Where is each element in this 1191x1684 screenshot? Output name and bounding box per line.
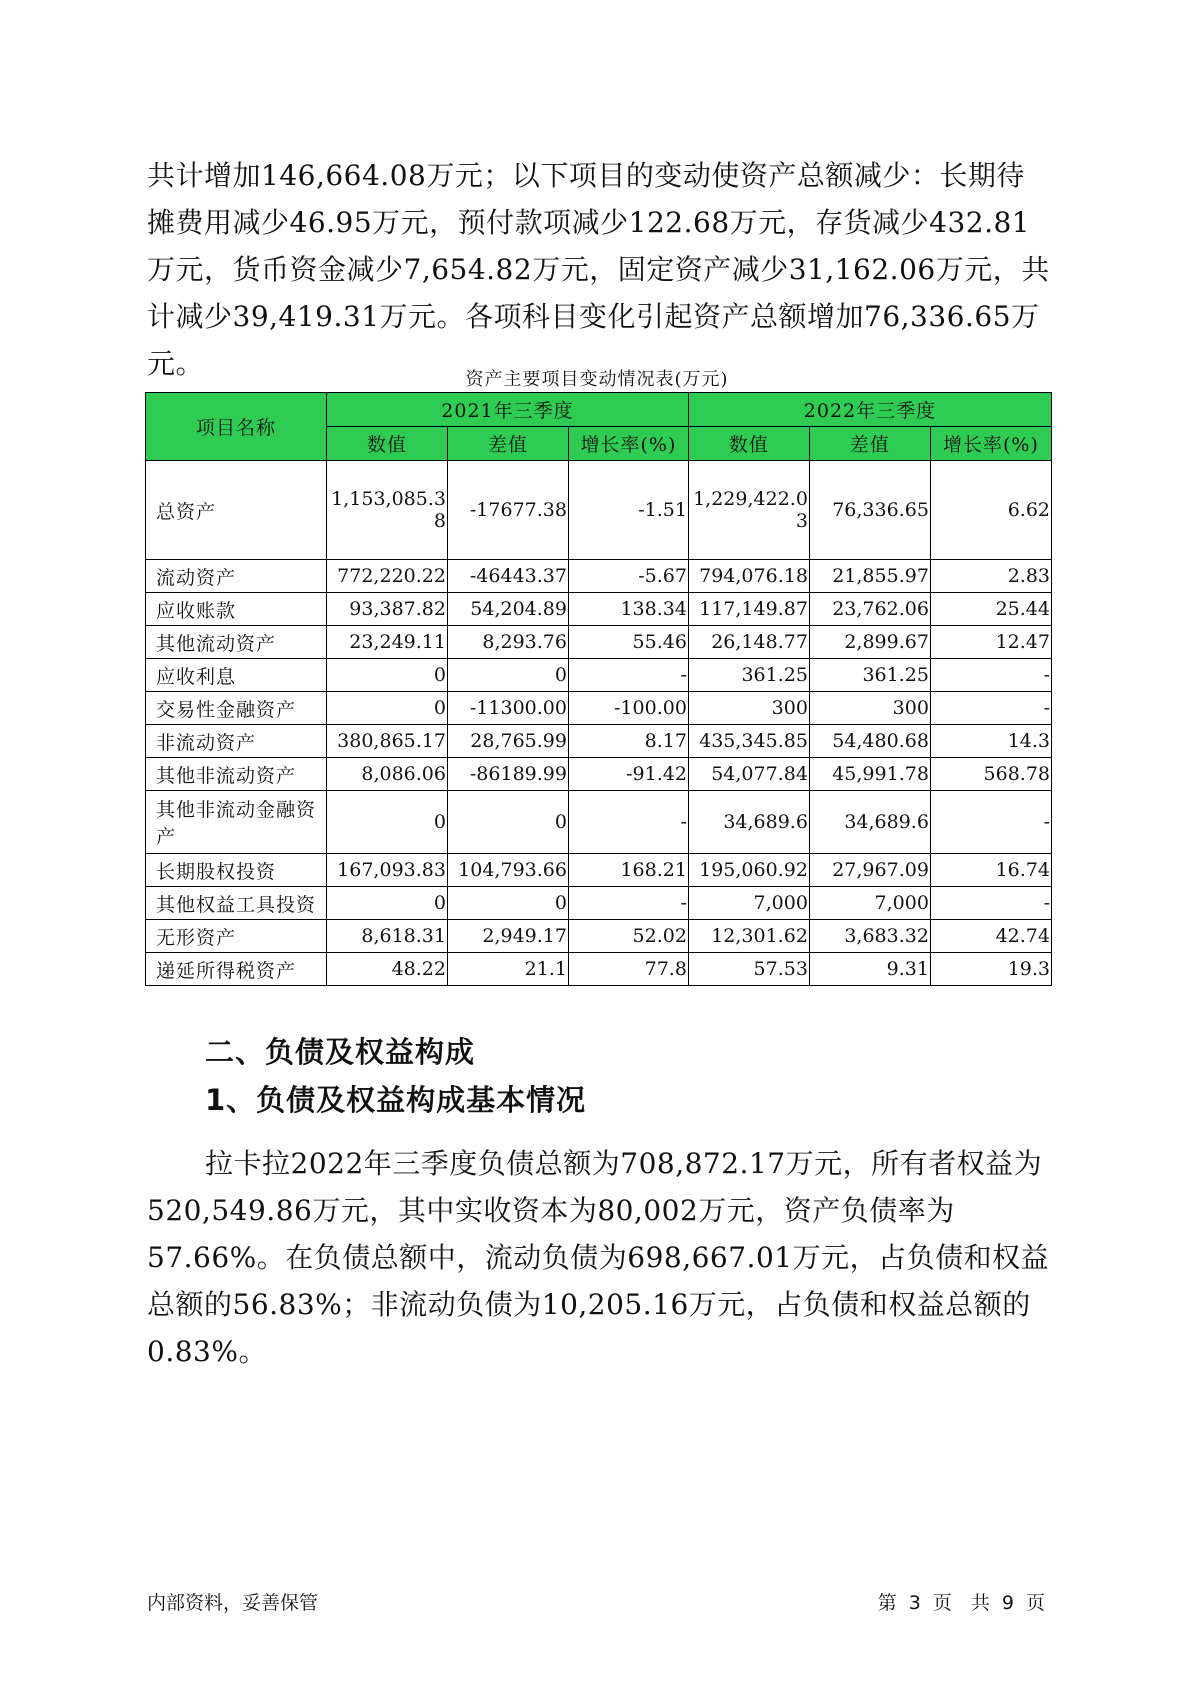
- cell-value: 48.22: [326, 953, 447, 986]
- cell-diff: 21.1: [447, 953, 568, 986]
- header-rate: 增长率(%): [930, 427, 1051, 461]
- cell-rate: 6.62: [930, 461, 1051, 560]
- cell-value: 1,153,085.38: [326, 461, 447, 560]
- header-rate: 增长率(%): [568, 427, 688, 461]
- cell-value: 8,618.31: [326, 920, 447, 953]
- cell-rate: 52.02: [568, 920, 688, 953]
- cell-rate: 138.34: [568, 593, 688, 626]
- header-diff: 差值: [447, 427, 568, 461]
- cell-rate: 77.8: [568, 953, 688, 986]
- header-diff: 差值: [809, 427, 930, 461]
- header-value: 数值: [688, 427, 809, 461]
- cell-diff: 28,765.99: [447, 725, 568, 758]
- cell-rate: -5.67: [568, 560, 688, 593]
- row-label: 应收利息: [146, 659, 327, 692]
- liabilities-paragraph: [147, 1140, 1050, 1375]
- cell-rate: 168.21: [568, 854, 688, 887]
- cell-value: 0: [326, 791, 447, 854]
- cell-rate: 19.3: [930, 953, 1051, 986]
- cell-value: 54,077.84: [688, 758, 809, 791]
- cell-value: 361.25: [688, 659, 809, 692]
- cell-value: 34,689.6: [688, 791, 809, 854]
- row-label: 非流动资产: [146, 725, 327, 758]
- cell-diff: 0: [447, 887, 568, 920]
- table-row: [146, 854, 1052, 887]
- cell-rate: -: [930, 659, 1051, 692]
- cell-rate: -: [568, 791, 688, 854]
- table-row: [146, 725, 1052, 758]
- table-row: [146, 920, 1052, 953]
- cell-value: 794,076.18: [688, 560, 809, 593]
- row-label: 流动资产: [146, 560, 327, 593]
- cell-rate: 12.47: [930, 626, 1051, 659]
- cell-rate: 14.3: [930, 725, 1051, 758]
- cell-diff: -11300.00: [447, 692, 568, 725]
- cell-diff: -17677.38: [447, 461, 568, 560]
- table-row: [146, 560, 1052, 593]
- cell-diff: -86189.99: [447, 758, 568, 791]
- table-caption: 资产主要项目变动情况表(万元): [465, 369, 729, 390]
- cell-value: 380,865.17: [326, 725, 447, 758]
- cell-value: 772,220.22: [326, 560, 447, 593]
- cell-rate: -: [568, 659, 688, 692]
- footer-page-number: 第 3 页 共 9 页: [877, 1592, 1045, 1614]
- cell-rate: 8.17: [568, 725, 688, 758]
- paragraph-text: 共计增加146,664.08万元；以下项目的变动使资产总额减少：长期待摊费用减少46.95万元，预付款项减少122.68万元，存货减少432.81万元，货币资金减少7,654.82万元，固定资产减少31,162.06万元，共计减少39,419.31万元。各项科目变化引起资产总额增加76,336.65万元。: [147, 159, 1050, 380]
- cell-rate: -: [930, 692, 1051, 725]
- cell-diff: 54,204.89: [447, 593, 568, 626]
- header-item-name: 项目名称: [146, 393, 327, 461]
- subsection-heading: 1、负债及权益构成基本情况: [205, 1083, 587, 1117]
- row-label: 其他流动资产: [146, 626, 327, 659]
- paragraph-text: 拉卡拉2022年三季度负债总额为708,872.17万元，所有者权益为520,549.86万元，其中实收资本为80,002万元，资产负债率为57.66%。在负债总额中，流动负债为698,667.01万元，占负债和权益总额的56.83%；非流动负债为10,205.16万元，占负债和权益总额的0.83%。: [147, 1147, 1050, 1368]
- cell-diff: 104,793.66: [447, 854, 568, 887]
- asset-change-table: [145, 392, 1052, 986]
- cell-diff: 54,480.68: [809, 725, 930, 758]
- table-row: [146, 791, 1052, 854]
- row-label: 其他非流动资产: [146, 758, 327, 791]
- cell-value: 117,149.87: [688, 593, 809, 626]
- row-label: 应收账款: [146, 593, 327, 626]
- row-label: 递延所得税资产: [146, 953, 327, 986]
- cell-value: 0: [326, 659, 447, 692]
- cell-diff: 9.31: [809, 953, 930, 986]
- table-row: [146, 593, 1052, 626]
- cell-value: 167,093.83: [326, 854, 447, 887]
- cell-diff: 2,899.67: [809, 626, 930, 659]
- cell-diff: 0: [447, 791, 568, 854]
- cell-diff: 0: [447, 659, 568, 692]
- header-period-2022: 2022年三季度: [688, 393, 1051, 427]
- row-label: 总资产: [146, 461, 327, 560]
- cell-rate: -100.00: [568, 692, 688, 725]
- cell-rate: 2.83: [930, 560, 1051, 593]
- cell-diff: -46443.37: [447, 560, 568, 593]
- cell-value: 435,345.85: [688, 725, 809, 758]
- cell-rate: 55.46: [568, 626, 688, 659]
- cell-value: 0: [326, 887, 447, 920]
- cell-rate: 16.74: [930, 854, 1051, 887]
- cell-rate: -: [568, 887, 688, 920]
- cell-value: 26,148.77: [688, 626, 809, 659]
- table-row: [146, 461, 1052, 560]
- cell-diff: 76,336.65: [809, 461, 930, 560]
- cell-rate: 25.44: [930, 593, 1051, 626]
- cell-diff: 300: [809, 692, 930, 725]
- cell-value: 57.53: [688, 953, 809, 986]
- cell-value: 195,060.92: [688, 854, 809, 887]
- cell-rate: -: [930, 887, 1051, 920]
- header-value: 数值: [326, 427, 447, 461]
- cell-value: 23,249.11: [326, 626, 447, 659]
- cell-rate: -: [930, 791, 1051, 854]
- cell-diff: 2,949.17: [447, 920, 568, 953]
- row-label: 其他非流动金融资产: [146, 791, 327, 854]
- cell-value: 0: [326, 692, 447, 725]
- cell-value: 7,000: [688, 887, 809, 920]
- cell-value: 12,301.62: [688, 920, 809, 953]
- row-label: 交易性金融资产: [146, 692, 327, 725]
- footer-confidential-note: 内部资料，妥善保管: [147, 1592, 319, 1614]
- cell-diff: 34,689.6: [809, 791, 930, 854]
- row-label: 长期股权投资: [146, 854, 327, 887]
- cell-diff: 3,683.32: [809, 920, 930, 953]
- cell-value: 93,387.82: [326, 593, 447, 626]
- section-heading: 二、负债及权益构成: [205, 1035, 476, 1069]
- cell-diff: 7,000: [809, 887, 930, 920]
- cell-value: 300: [688, 692, 809, 725]
- table-row: [146, 692, 1052, 725]
- cell-diff: 23,762.06: [809, 593, 930, 626]
- cell-value: 1,229,422.03: [688, 461, 809, 560]
- cell-rate: 42.74: [930, 920, 1051, 953]
- table-row: [146, 953, 1052, 986]
- table-row: [146, 758, 1052, 791]
- row-label: 其他权益工具投资: [146, 887, 327, 920]
- cell-diff: 45,991.78: [809, 758, 930, 791]
- cell-rate: -1.51: [568, 461, 688, 560]
- header-period-2021: 2021年三季度: [326, 393, 688, 427]
- row-label: 无形资产: [146, 920, 327, 953]
- cell-diff: 361.25: [809, 659, 930, 692]
- continuation-paragraph: [147, 152, 1050, 387]
- cell-rate: -91.42: [568, 758, 688, 791]
- cell-diff: 27,967.09: [809, 854, 930, 887]
- table-row: [146, 659, 1052, 692]
- cell-diff: 21,855.97: [809, 560, 930, 593]
- table-row: [146, 887, 1052, 920]
- cell-rate: 568.78: [930, 758, 1051, 791]
- cell-value: 8,086.06: [326, 758, 447, 791]
- cell-diff: 8,293.76: [447, 626, 568, 659]
- table-row: [146, 626, 1052, 659]
